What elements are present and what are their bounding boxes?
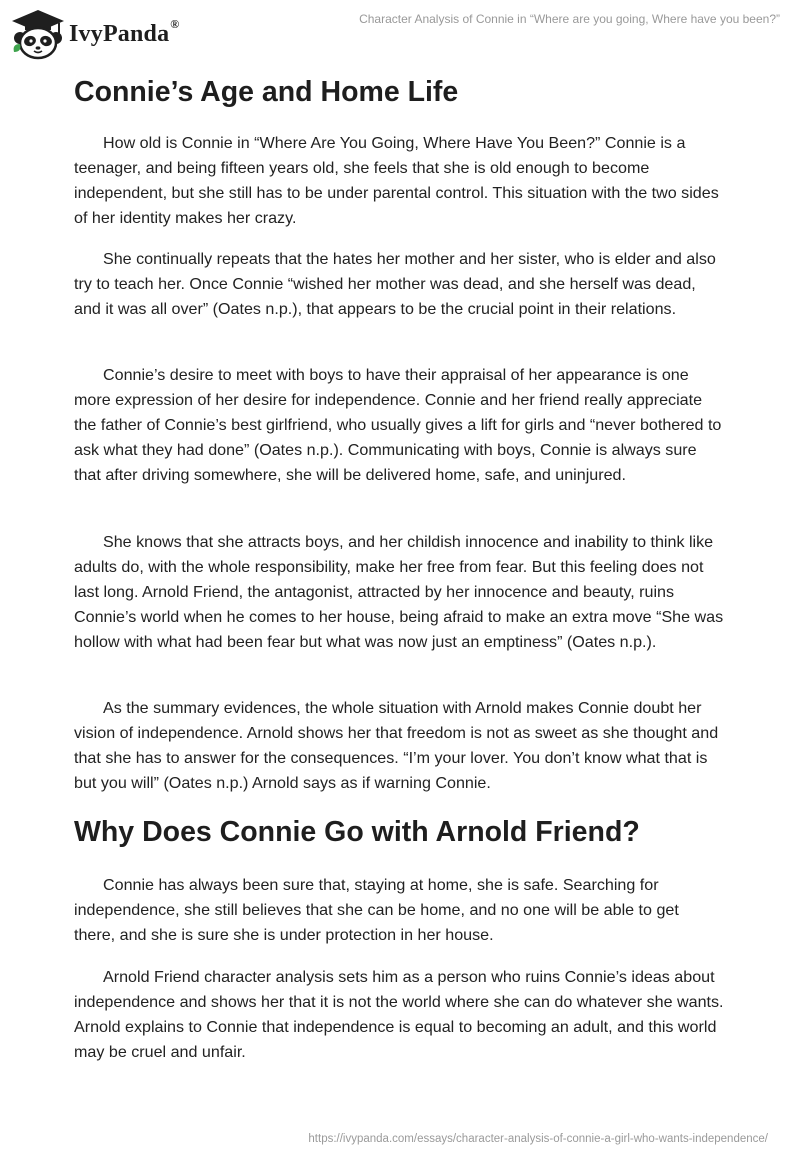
registered-mark: ® bbox=[170, 16, 180, 31]
paragraph: Arnold Friend character analysis sets him as a person who ruins Connie’s ideas about independence and shows her that it is not the world where she can do whatever she wants. Arnold explains to Connie that independence is equal to becoming an adult, and this world may be cruel and unfair. bbox=[74, 968, 724, 1061]
ivypanda-logo[interactable] bbox=[10, 8, 179, 60]
section-heading: Why Does Connie Go with Arnold Friend? bbox=[74, 816, 640, 848]
paragraph: She knows that she attracts boys, and her childish innocence and inability to think like adults do, with the whole responsibility, make her free from fear. But this feeling does not last long. Arnold Friend, the antagonist, attracted by her innocence and beauty, ruins Connie’s world when he comes to her house, being afraid to make an extra move “She was hollow with what had been fear but what was now just an emptiness” (Oates n.p.). bbox=[74, 533, 724, 651]
paragraph: She continually repeats that the hates her mother and her sister, who is elder and also try to teach her. Once Connie “wished her mother was dead, and she herself was dead, and it was all over” (Oates n.p.), that appears to be the crucial point in their relations. bbox=[74, 250, 716, 318]
paragraph: Connie has always been sure that, staying at home, she is safe. Searching for independence, she still believes that she can be home, and no one will be able to get there, and she is sure she is under protection in her house. bbox=[74, 876, 679, 944]
section-heading: Connie’s Age and Home Life bbox=[74, 76, 459, 108]
paragraph: How old is Connie in “Where Are You Going, Where Have You Been?” Connie is a teenager, and being fifteen years old, she feels that she is old enough to become independent, but she still has to be under parental control. This situation with the two sides of her identity makes her crazy. bbox=[74, 134, 719, 227]
source-url-link[interactable]: https://ivypanda.com/essays/character-analysis-of-connie-a-girl-who-wants-independence/ bbox=[308, 1133, 768, 1145]
panda-graduate-icon bbox=[10, 8, 66, 60]
brand-name bbox=[69, 16, 180, 48]
running-title: Character Analysis of Connie in “Where are you going, Where have you been?” bbox=[359, 12, 780, 26]
paragraph: As the summary evidences, the whole situation with Arnold makes Connie doubt her vision of independence. Arnold shows her that freedom is not as sweet as she thought and that she has to answer for the consequences. “I’m your lover. You don’t know what that is but you will” (Oates n.p.) Arnold says as if warning Connie. bbox=[74, 699, 719, 792]
brand-text: IvyPanda bbox=[69, 20, 170, 47]
page-header bbox=[0, 0, 800, 70]
paragraph: Connie’s desire to meet with boys to have their appraisal of her appearance is one more expression of her desire for independence. Connie and her friend really appreciate the father of Connie’s best girlfriend, who usually gives a lift for girls and “never bothered to ask what they had done” (Oates n.p.). Communicating with boys, Connie is always sure that after driving somewhere, she will be delivered home, safe, and uninjured. bbox=[74, 366, 722, 484]
